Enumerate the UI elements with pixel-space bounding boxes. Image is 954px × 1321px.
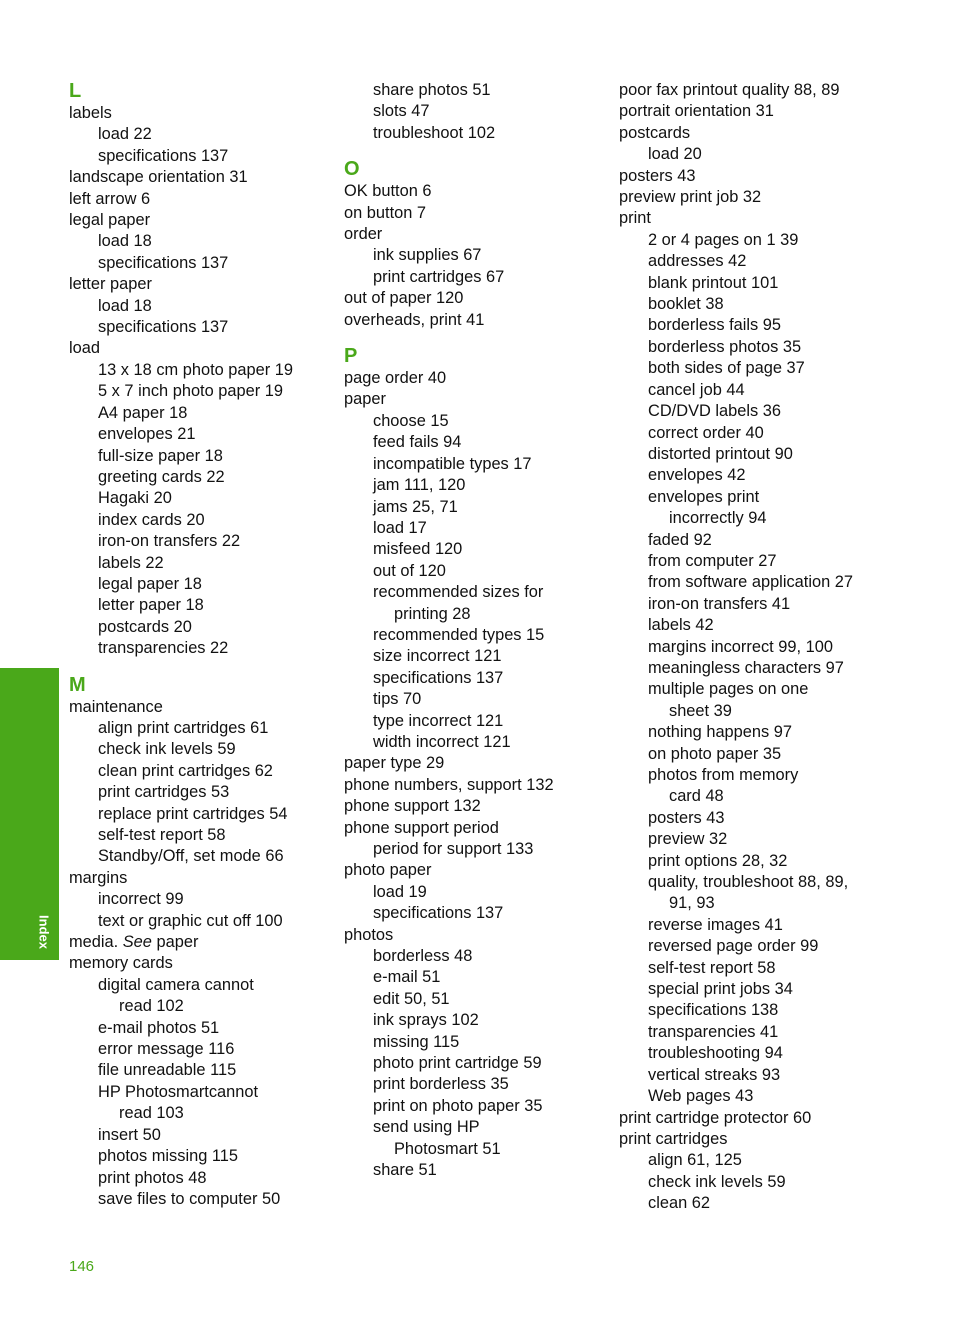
index-subentry: 2 or 4 pages on 1 39 bbox=[648, 230, 799, 249]
index-entry: preview print job 32 bbox=[619, 188, 762, 207]
index-subentry: iron-on transfers 22 bbox=[98, 532, 241, 551]
index-subentry: print photos 48 bbox=[98, 1168, 207, 1187]
index-subentry: print cartridges 67 bbox=[373, 267, 505, 286]
index-subentry: clean 62 bbox=[648, 1194, 710, 1213]
index-subentry: incompatible types 17 bbox=[373, 454, 532, 473]
index-entry: paper bbox=[344, 390, 386, 409]
index-subentry: missing 115 bbox=[373, 1032, 460, 1051]
index-subentry: print options 28, 32 bbox=[648, 851, 788, 870]
index-entry: photos bbox=[344, 925, 394, 944]
index-entry: poor fax printout quality 88, 89 bbox=[619, 81, 840, 99]
index-subentry: vertical streaks 93 bbox=[648, 1065, 781, 1084]
index-subentry: align print cartridges 61 bbox=[98, 718, 269, 737]
index-letter-heading: O bbox=[344, 158, 360, 181]
index-entry: legal paper bbox=[69, 211, 151, 230]
index-subentry: meaningless characters 97 bbox=[648, 658, 844, 677]
index-subentry: incorrect 99 bbox=[98, 890, 184, 909]
index-subentry: load 17 bbox=[373, 518, 427, 537]
index-subentry: labels 42 bbox=[648, 616, 714, 635]
index-subentry: from computer 27 bbox=[648, 551, 777, 570]
index-subentry: postcards 20 bbox=[98, 617, 192, 636]
index-letter-heading: P bbox=[344, 345, 358, 368]
index-subentry-continuation: printing 28 bbox=[394, 604, 471, 623]
index-subentry: load 22 bbox=[98, 125, 152, 144]
index-entry: left arrow 6 bbox=[69, 189, 151, 208]
index-entry: order bbox=[344, 225, 383, 244]
index-subentry-continuation: 91, 93 bbox=[669, 894, 715, 913]
index-entry: phone numbers, support 132 bbox=[344, 775, 554, 794]
index-subentry-continuation: Photosmart 51 bbox=[394, 1139, 501, 1158]
index-subentry: index cards 20 bbox=[98, 510, 205, 529]
see-reference: See bbox=[122, 933, 152, 952]
index-subentry: borderless photos 35 bbox=[648, 337, 802, 356]
index-subentry: jam 111, 120 bbox=[373, 476, 466, 495]
index-subentry: tips 70 bbox=[373, 690, 422, 709]
index-subentry: jams 25, 71 bbox=[373, 497, 458, 516]
index-subentry: Web pages 43 bbox=[648, 1087, 754, 1106]
index-subentry: self-test report 58 bbox=[648, 958, 776, 977]
index-subentry: troubleshoot 102 bbox=[373, 123, 496, 142]
index-subentry: ink supplies 67 bbox=[373, 246, 482, 265]
index-entry: margins bbox=[69, 868, 128, 887]
index-subentry: file unreadable 115 bbox=[98, 1061, 237, 1080]
index-entry: page order 40 bbox=[344, 369, 447, 388]
index-subentry: print cartridges 53 bbox=[98, 783, 230, 802]
index-subentry: align 61, 125 bbox=[648, 1151, 742, 1170]
index-subentry: correct order 40 bbox=[648, 423, 764, 442]
index-subentry-continuation: incorrectly 94 bbox=[669, 509, 767, 528]
index-subentry: out of 120 bbox=[373, 561, 446, 580]
index-subentry: on photo paper 35 bbox=[648, 744, 782, 763]
index-subentry: self-test report 58 bbox=[98, 826, 226, 844]
index-entry: phone support 132 bbox=[344, 797, 481, 816]
index-subentry: CD/DVD labels 36 bbox=[648, 402, 781, 421]
index-subentry: Hagaki 20 bbox=[98, 489, 172, 508]
index-entry: overheads, print 41 bbox=[344, 310, 485, 329]
index-entry: print cartridge protector 60 bbox=[619, 1108, 812, 1127]
index-column-3 bbox=[619, 80, 889, 1215]
index-subentry: cancel job 44 bbox=[648, 380, 745, 399]
index-subentry: slots 47 bbox=[373, 102, 430, 121]
index-subentry: share photos 51 bbox=[373, 81, 491, 99]
index-entry: OK button 6 bbox=[344, 182, 432, 201]
index-subentry: feed fails 94 bbox=[373, 433, 462, 452]
index-subentry: share 51 bbox=[373, 1161, 437, 1180]
index-subentry: check ink levels 59 bbox=[648, 1172, 786, 1191]
index-subentry: greeting cards 22 bbox=[98, 467, 225, 486]
index-subentry: from software application 27 bbox=[648, 573, 853, 592]
index-subentry: load 20 bbox=[648, 145, 702, 164]
index-subentry: legal paper 18 bbox=[98, 574, 202, 593]
index-subentry: specifications 138 bbox=[648, 1001, 779, 1020]
index-subentry: margins incorrect 99, 100 bbox=[648, 637, 833, 656]
index-subentry: troubleshooting 94 bbox=[648, 1044, 783, 1063]
index-subentry-continuation: read 102 bbox=[119, 997, 184, 1016]
index-subentry: period for support 133 bbox=[373, 840, 534, 858]
index-subentry: envelopes print bbox=[648, 487, 760, 506]
index-entry: memory cards bbox=[69, 954, 173, 973]
index-subentry: addresses 42 bbox=[648, 252, 747, 271]
index-entry: load bbox=[69, 339, 100, 358]
index-letter-heading: M bbox=[69, 673, 86, 696]
index-subentry: width incorrect 121 bbox=[373, 732, 511, 751]
index-subentry: reversed page order 99 bbox=[648, 937, 819, 956]
index-entry: maintenance bbox=[69, 697, 163, 716]
index-subentry: replace print cartridges 54 bbox=[98, 804, 288, 823]
index-subentry: specifications 137 bbox=[98, 146, 229, 165]
index-subentry: photos missing 115 bbox=[98, 1147, 239, 1166]
index-subentry: borderless fails 95 bbox=[648, 316, 782, 335]
index-entry: phone support period bbox=[344, 818, 499, 837]
index-subentry: Standby/Off, set mode 66 bbox=[98, 847, 284, 866]
index-subentry: posters 43 bbox=[648, 808, 725, 827]
index-subentry: type incorrect 121 bbox=[373, 711, 504, 730]
index-subentry: labels 22 bbox=[98, 553, 164, 572]
index-subentry: borderless 48 bbox=[373, 947, 473, 966]
index-entry: postcards bbox=[619, 123, 691, 142]
side-tab-label: Index bbox=[36, 915, 52, 949]
index-subentry-continuation: sheet 39 bbox=[669, 701, 732, 720]
index-entry: print bbox=[619, 209, 651, 228]
index-subentry: load 19 bbox=[373, 882, 427, 901]
index-subentry: letter paper 18 bbox=[98, 596, 204, 615]
index-subentry: save files to computer 50 bbox=[98, 1189, 281, 1208]
index-column-2 bbox=[344, 80, 614, 1182]
index-subentry: quality, troubleshoot 88, 89, bbox=[648, 873, 849, 892]
index-letter-heading: L bbox=[69, 80, 82, 102]
index-subentry-continuation: card 48 bbox=[669, 787, 724, 806]
index-subentry: both sides of page 37 bbox=[648, 359, 805, 378]
index-subentry: HP Photosmartcannot bbox=[98, 1082, 259, 1101]
index-subentry: photos from memory bbox=[648, 766, 799, 784]
index-subentry: insert 50 bbox=[98, 1125, 161, 1144]
index-subentry: booklet 38 bbox=[648, 295, 724, 314]
index-subentry: print borderless 35 bbox=[373, 1075, 509, 1094]
index-subentry: transparencies 41 bbox=[648, 1022, 779, 1041]
index-subentry: envelopes 21 bbox=[98, 425, 196, 444]
index-subentry: envelopes 42 bbox=[648, 466, 746, 485]
index-subentry: edit 50, 51 bbox=[373, 989, 450, 1008]
index-subentry: load 18 bbox=[98, 232, 152, 251]
index-subentry: choose 15 bbox=[373, 411, 449, 430]
index-column-1 bbox=[69, 80, 339, 1210]
index-entry: posters 43 bbox=[619, 166, 696, 185]
index-subentry: iron-on transfers 41 bbox=[648, 594, 791, 613]
index-subentry: specifications 137 bbox=[98, 253, 229, 272]
index-subentry: 5 x 7 inch photo paper 19 bbox=[98, 382, 283, 401]
index-subentry: photo print cartridge 59 bbox=[373, 1054, 542, 1073]
index-subentry: check ink levels 59 bbox=[98, 740, 236, 759]
index-subentry: size incorrect 121 bbox=[373, 647, 502, 666]
index-subentry: transparencies 22 bbox=[98, 639, 229, 658]
index-subentry: distorted printout 90 bbox=[648, 444, 793, 463]
index-entry: letter paper bbox=[69, 275, 152, 294]
index-entry bbox=[69, 932, 339, 953]
index-subentry: e-mail 51 bbox=[373, 968, 441, 987]
see-target: paper bbox=[151, 933, 199, 952]
index-subentry: faded 92 bbox=[648, 530, 712, 549]
index-entry: landscape orientation 31 bbox=[69, 168, 248, 187]
index-subentry: digital camera cannot bbox=[98, 975, 254, 994]
index-entry: out of paper 120 bbox=[344, 289, 464, 308]
index-subentry: nothing happens 97 bbox=[648, 723, 793, 742]
index-subentry: error message 116 bbox=[98, 1040, 235, 1059]
index-subentry: multiple pages on one bbox=[648, 680, 809, 699]
index-subentry: A4 paper 18 bbox=[98, 403, 188, 422]
index-entry: portrait orientation 31 bbox=[619, 102, 774, 121]
index-entry-text: media. bbox=[69, 933, 123, 952]
index-subentry: specifications 137 bbox=[98, 318, 229, 337]
index-entry: paper type 29 bbox=[344, 754, 445, 773]
index-subentry: print on photo paper 35 bbox=[373, 1096, 543, 1115]
index-subentry: reverse images 41 bbox=[648, 915, 783, 934]
index-subentry: specifications 137 bbox=[373, 668, 504, 687]
index-subentry: misfeed 120 bbox=[373, 540, 463, 559]
index-subentry: load 18 bbox=[98, 296, 152, 315]
index-entry: on button 7 bbox=[344, 203, 427, 222]
index-subentry: blank printout 101 bbox=[648, 273, 779, 292]
index-entry: photo paper bbox=[344, 861, 432, 880]
index-subentry: specifications 137 bbox=[373, 904, 504, 923]
index-subentry: full-size paper 18 bbox=[98, 446, 223, 465]
index-subentry: send using HP bbox=[373, 1118, 480, 1137]
index-subentry: recommended types 15 bbox=[373, 625, 545, 644]
index-subentry: recommended sizes for bbox=[373, 583, 544, 602]
index-subentry: ink sprays 102 bbox=[373, 1011, 479, 1030]
page-number: 146 bbox=[69, 1258, 95, 1275]
index-subentry: preview 32 bbox=[648, 830, 728, 849]
index-entry: labels bbox=[69, 104, 112, 122]
index-subentry: text or graphic cut off 100 bbox=[98, 911, 283, 930]
index-subentry: special print jobs 34 bbox=[648, 980, 793, 999]
index-subentry-continuation: read 103 bbox=[119, 1104, 184, 1123]
index-subentry: clean print cartridges 62 bbox=[98, 761, 273, 780]
index-entry: print cartridges bbox=[619, 1129, 728, 1148]
index-subentry: 13 x 18 cm photo paper 19 bbox=[98, 360, 293, 379]
index-subentry: e-mail photos 51 bbox=[98, 1018, 220, 1037]
